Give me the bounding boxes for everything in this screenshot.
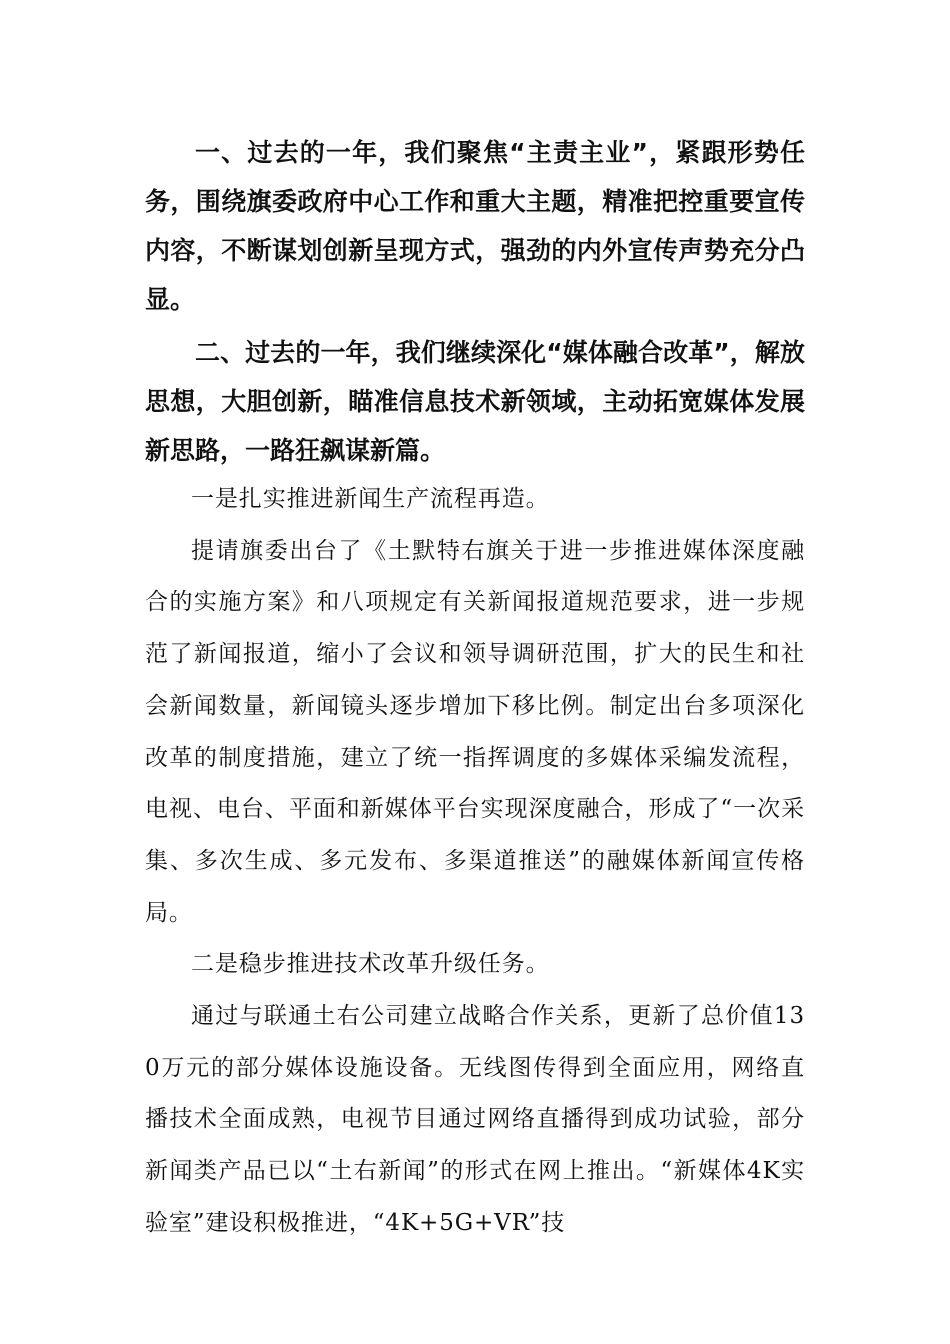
subheading-1: 一是扎实推进新闻生产流程再造。 bbox=[191, 486, 550, 512]
heading-paragraph-2-block bbox=[145, 328, 805, 475]
body-paragraph-1: 提请旗委出台了《土默特右旗关于进一步推进媒体深度融合的实施方案》和八项规定有关新闻报道规范要求，进一步规范了新闻报道，缩小了会议和领导调研范围，扩大的民生和社会新闻数量，新闻镜头逐步增加下移比例。制定出台多项深化改革的制度措施，建立了统一指挥调度的多媒体采编发流程，电视、电台、平面和新媒体平台实现深度融合，形成了“一次采集、多次生成、多元发布、多渠道推送”的融媒体新闻宣传格局。 bbox=[145, 537, 805, 926]
heading-paragraph-2: 二、过去的一年，我们继续深化“媒体融合改革”，解放思想，大胆创新，瞄准信息技术新领域，主动拓宽媒体发展新思路，一路狂飙谋新篇。 bbox=[145, 338, 805, 465]
heading-paragraph-1-block bbox=[145, 128, 805, 324]
body-paragraph-2: 通过与联通土右公司建立战略合作关系，更新了总价值130万元的部分媒体设施设备。无线图传得到全面应用，网络直播技术全面成熟，电视节目通过网络直播得到成功试验，部分新闻类产品已以“土右新闻”的形式在网上推出。“新媒体4K实验室”建设积极推进，“4K+5G+VR”技 bbox=[145, 1003, 805, 1236]
body-text-block bbox=[145, 474, 805, 1250]
heading-paragraph-1: 一、过去的一年，我们聚焦“主责主业”，紧跟形势任务，围绕旗委政府中心工作和重大主题，精准把控重要宣传内容，不断谋划创新呈现方式，强劲的内外宣传声势充分凸显。 bbox=[145, 138, 805, 314]
subheading-2: 二是稳步推进技术改革升级任务。 bbox=[191, 951, 550, 978]
